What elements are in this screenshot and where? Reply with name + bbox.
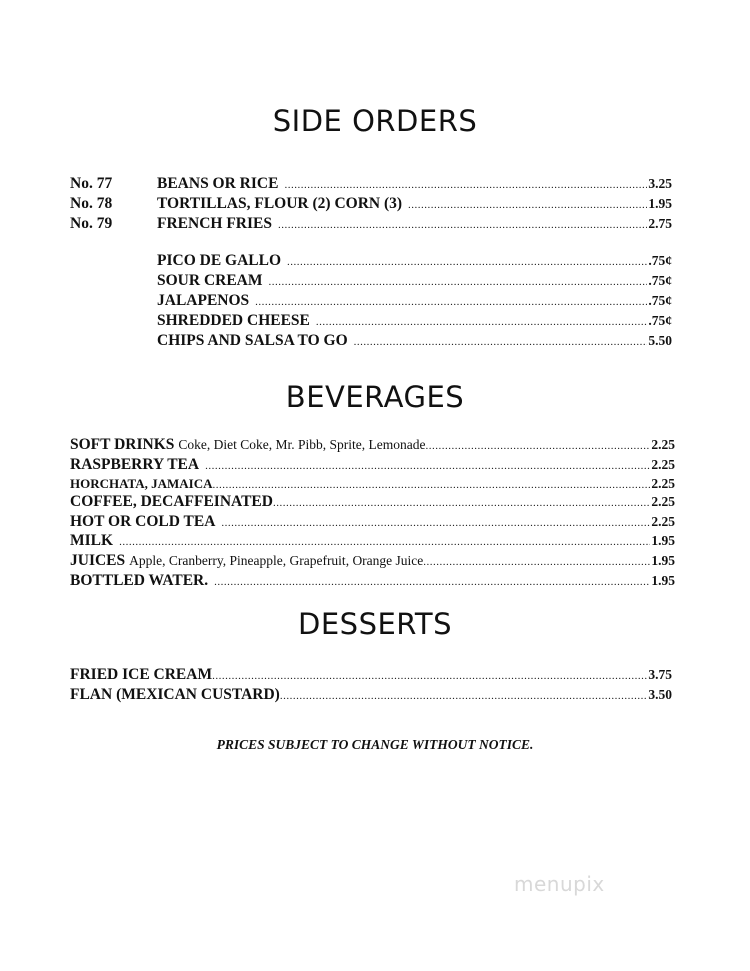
- menu-item-soft-drinks: [70, 435, 675, 455]
- menu-item-sour-cream: [157, 271, 672, 291]
- item-name: MILK: [70, 532, 114, 549]
- item-number: No. 78: [70, 195, 113, 212]
- item-price: 2.25: [651, 476, 675, 491]
- item-name: SOUR CREAM: [157, 272, 263, 289]
- dot-leader: [423, 552, 650, 572]
- item-number: No. 79: [70, 215, 113, 232]
- item-price: 3.25: [648, 176, 672, 191]
- dot-leader: [214, 572, 650, 592]
- menu-item-chips-and-salsa: [157, 331, 672, 351]
- menu-item-shredded-cheese: [157, 311, 672, 331]
- item-price: 3.75: [648, 667, 672, 682]
- item-number: No. 77: [70, 175, 113, 192]
- item-price: 1.95: [648, 196, 672, 211]
- dot-leader: [316, 312, 647, 332]
- dot-leader: [287, 252, 647, 272]
- dot-leader: [280, 686, 648, 706]
- menu-item-jalapenos: [157, 291, 672, 311]
- menu-item-bottled-water: [70, 571, 675, 591]
- item-name: JUICES: [70, 552, 126, 569]
- dot-leader: [278, 215, 647, 235]
- menu-item-juices: [70, 551, 675, 571]
- item-price: 1.95: [651, 533, 675, 548]
- menu-item-fried-ice-cream: [70, 665, 672, 685]
- item-price: 3.50: [648, 687, 672, 702]
- item-price: 1.95: [651, 573, 675, 588]
- item-price: .75¢: [648, 273, 672, 288]
- dot-leader: [269, 272, 648, 292]
- item-name: FLAN (MEXICAN CUSTARD): [70, 686, 280, 703]
- menu-item-horchata-jamaica: [70, 474, 675, 494]
- menu-item-hot-or-cold-tea: [70, 512, 675, 532]
- dot-leader: [205, 456, 650, 476]
- menu-item-pico-de-gallo: [157, 251, 672, 271]
- menu-item-raspberry-tea: [70, 455, 675, 475]
- item-price: 5.50: [648, 333, 672, 348]
- price-change-notice: PRICES SUBJECT TO CHANGE WITHOUT NOTICE.: [216, 737, 534, 752]
- menu-item-tortillas: [70, 194, 672, 214]
- menupix-watermark: menupix: [514, 872, 605, 896]
- item-name: RASPBERRY TEA: [70, 456, 200, 473]
- item-name: COFFEE, DECAFFEINATED: [70, 493, 273, 510]
- item-price: 2.75: [648, 216, 672, 231]
- item-price: 2.25: [651, 437, 675, 452]
- dot-leader: [284, 175, 647, 195]
- item-price: .75¢: [648, 313, 672, 328]
- item-name: TORTILLAS, FLOUR (2) CORN (3): [157, 195, 403, 212]
- menu-item-flan: [70, 685, 672, 705]
- item-name: BOTTLED WATER.: [70, 572, 209, 589]
- beverages-heading: BEVERAGES: [285, 380, 465, 414]
- item-name: CHIPS AND SALSA TO GO: [157, 332, 348, 349]
- desserts-heading: DESSERTS: [298, 607, 452, 641]
- item-name: SHREDDED CHEESE: [157, 312, 310, 329]
- item-name: HOT OR COLD TEA: [70, 513, 216, 530]
- item-price: 2.25: [651, 494, 675, 509]
- dot-leader: [255, 292, 647, 312]
- menu-item-beans-or-rice: [70, 174, 672, 194]
- dot-leader: [354, 332, 648, 352]
- item-price: 2.25: [651, 457, 675, 472]
- item-name: SOFT DRINKS: [70, 436, 175, 453]
- item-name: JALAPENOS: [157, 292, 250, 309]
- item-price: .75¢: [648, 293, 672, 308]
- item-note: Apple, Cranberry, Pineapple, Grapefruit, Orange Juice: [129, 553, 424, 568]
- menu-item-milk: [70, 531, 675, 551]
- menu-item-french-fries: [70, 214, 672, 234]
- item-name: HORCHATA, JAMAICA: [70, 476, 213, 491]
- dot-leader: [221, 513, 650, 533]
- dot-leader: [408, 195, 647, 215]
- item-price: .75¢: [648, 253, 672, 268]
- item-name: BEANS OR RICE: [157, 175, 279, 192]
- item-price: 2.25: [651, 514, 675, 529]
- dot-leader: [212, 666, 647, 686]
- item-name: FRENCH FRIES: [157, 215, 272, 232]
- menu-item-coffee-decaf: [70, 492, 675, 512]
- side-orders-heading: SIDE ORDERS: [272, 104, 478, 138]
- dot-leader: [119, 532, 650, 552]
- item-name: FRIED ICE CREAM: [70, 666, 213, 683]
- dot-leader: [425, 436, 650, 456]
- item-price: 1.95: [651, 553, 675, 568]
- dot-leader: [273, 493, 650, 513]
- item-note: Coke, Diet Coke, Mr. Pibb, Sprite, Lemonade: [178, 437, 426, 452]
- item-name: PICO DE GALLO: [157, 252, 282, 269]
